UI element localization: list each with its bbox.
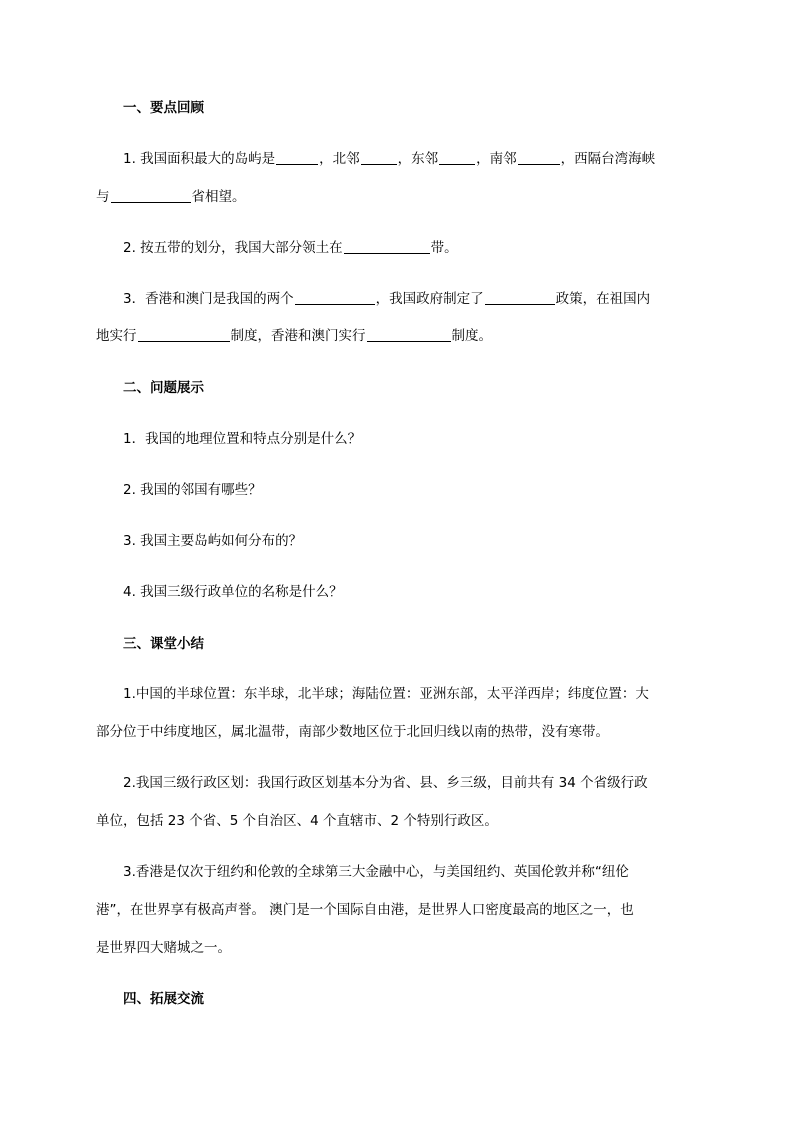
- q3-text-d: 地实行: [96, 328, 137, 344]
- q2-text-b: 带。: [430, 240, 458, 256]
- q3-text-f: 制度。: [451, 328, 492, 344]
- question-item: 2. 我国的邻国有哪些？: [123, 482, 262, 498]
- q1-text-a: 1. 我国面积最大的岛屿是: [123, 151, 276, 167]
- section-heading-2: 二、问题展示: [123, 380, 204, 396]
- fill-blank[interactable]: [439, 150, 475, 165]
- fill-blank[interactable]: [138, 327, 230, 342]
- section-heading-4: 四、拓展交流: [123, 991, 204, 1007]
- question-1-line-2: [96, 186, 706, 208]
- fill-blank[interactable]: [367, 327, 451, 342]
- question-1-line-1: [123, 148, 733, 170]
- fill-blank[interactable]: [518, 150, 560, 165]
- q3-text-e: 制度，香港和澳门实行: [230, 328, 366, 344]
- summary-paragraph-line: 单位，包括 23 个省、5 个自治区、4 个直辖市、2 个特别行政区。: [96, 813, 498, 829]
- summary-paragraph-line: 3.香港是仅次于纽约和伦敦的全球第三大金融中心，与美国纽约、英国伦敦并称“纽伦: [123, 864, 629, 880]
- question-2: [123, 237, 733, 259]
- q3-text-b: ，我国政府制定了: [375, 291, 484, 307]
- q1-text-c: ，东邻: [397, 151, 439, 167]
- summary-paragraph-line: 是世界四大赌城之一。: [96, 940, 231, 956]
- question-3-line-2: [96, 325, 706, 347]
- q3-text-c: 政策，在祖国内: [555, 291, 651, 307]
- question-item: 4. 我国三级行政单位的名称是什么？: [123, 584, 343, 600]
- summary-paragraph-line: 港”，在世界享有极高声誉。 澳门是一个国际自由港，是世界人口密度最高的地区之一，也: [96, 902, 634, 918]
- q1-text-g: 省相望。: [191, 189, 246, 205]
- q1-text-d: ，南邻: [476, 151, 517, 167]
- fill-blank[interactable]: [111, 188, 191, 203]
- fill-blank[interactable]: [276, 150, 318, 165]
- q2-text-a: 2. 按五带的划分，我国大部分领土在: [123, 240, 343, 256]
- summary-paragraph-line: 1.中国的半球位置：东半球，北半球；海陆位置：亚洲东部，太平洋西岸；纬度位置：大: [123, 686, 649, 702]
- q3-text-a: 3．香港和澳门是我国的两个: [123, 291, 294, 307]
- fill-blank[interactable]: [295, 290, 375, 305]
- question-item: 1．我国的地理位置和特点分别是什么？: [123, 431, 362, 447]
- q1-text-e: ，西隔台湾海峡: [560, 151, 656, 167]
- section-heading-3: 三、课堂小结: [123, 636, 204, 652]
- q1-text-b: ，北邻: [319, 151, 360, 167]
- summary-paragraph-line: 部分位于中纬度地区，属北温带，南部少数地区位于北回归线以南的热带，没有寒带。: [96, 724, 609, 740]
- fill-blank[interactable]: [361, 150, 397, 165]
- question-item: 3. 我国主要岛屿如何分布的？: [123, 533, 303, 549]
- fill-blank[interactable]: [485, 290, 555, 305]
- section-heading-1: 一、要点回顾: [123, 100, 204, 116]
- question-3-line-1: [123, 288, 733, 310]
- q1-text-f: 与: [96, 189, 110, 205]
- summary-paragraph-line: 2.我国三级行政区划：我国行政区划基本分为省、县、乡三级，目前共有 34 个省级行政: [123, 775, 648, 791]
- fill-blank[interactable]: [344, 239, 430, 254]
